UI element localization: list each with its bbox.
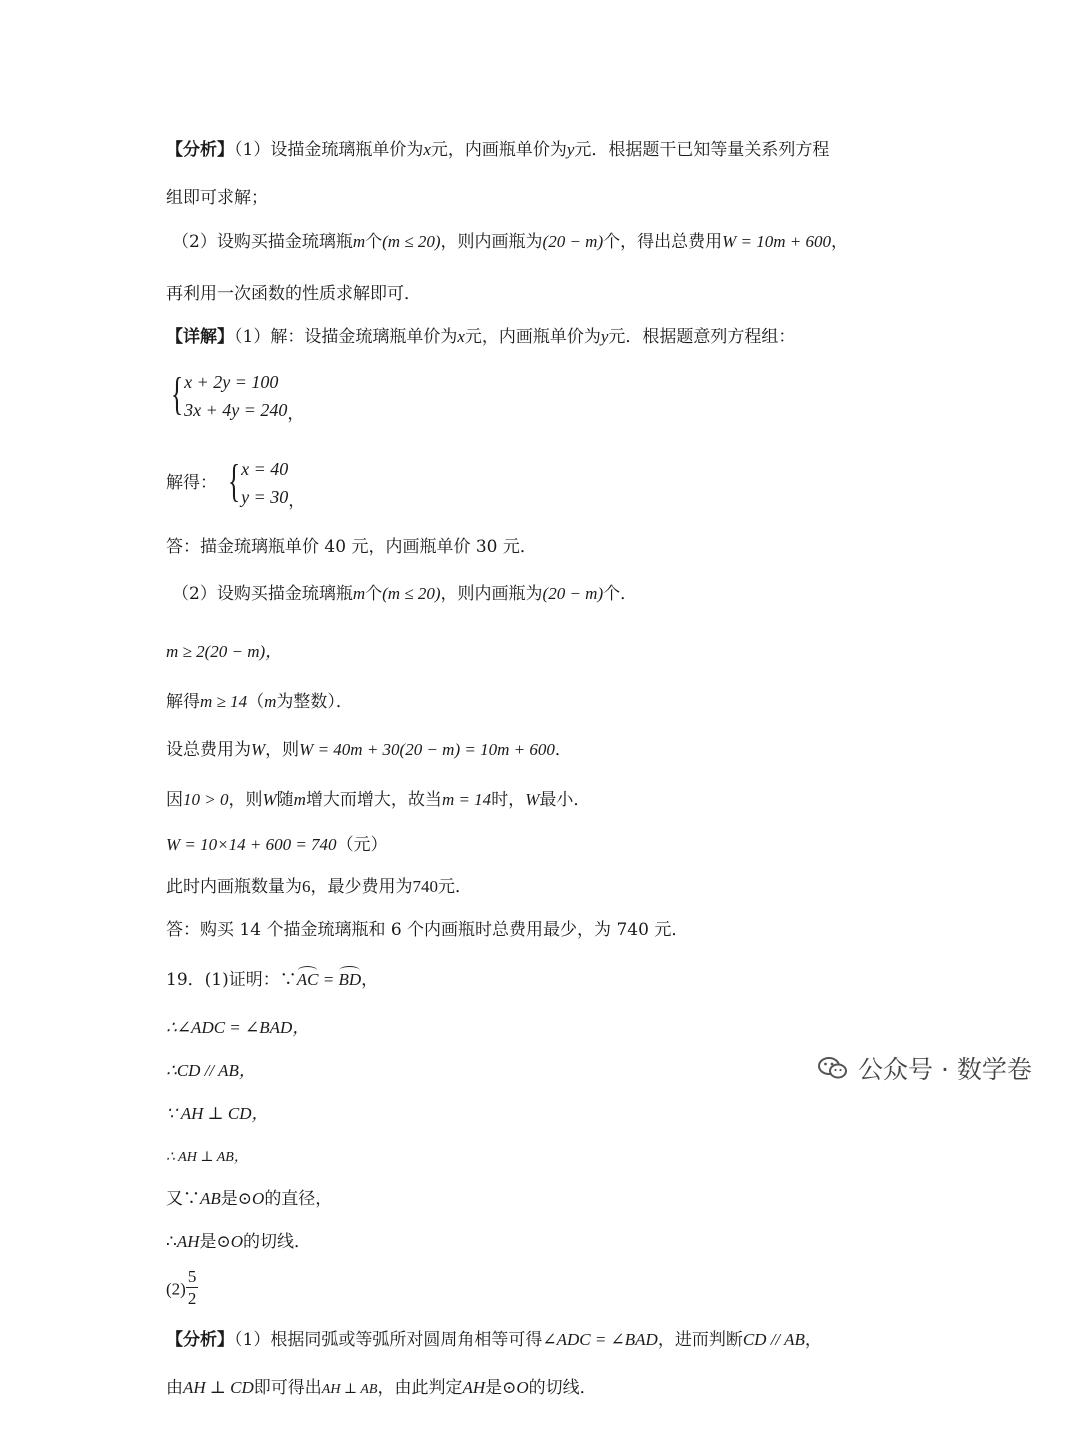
text: 个 [365, 584, 383, 604]
text: 即可得出 [253, 1378, 322, 1398]
fraction [186, 1268, 199, 1307]
text: 因 [166, 790, 183, 810]
text: 是 [485, 1378, 503, 1398]
inequality: 10 > 0 [183, 790, 229, 809]
text: ，最少费用为 [310, 877, 413, 897]
expression: (20 − m) [542, 584, 604, 603]
expression: (20 − m) [542, 232, 604, 251]
var-x: x [457, 327, 465, 346]
inequality: m ≥ 14 [200, 692, 248, 711]
segment-ah: AH [176, 1232, 200, 1251]
text: 元． [438, 877, 472, 897]
analysis-label: 【分析】 [166, 140, 234, 160]
text: 解得： [166, 472, 217, 493]
text: 的切线． [243, 1232, 312, 1252]
text: （2）设购买描金琉璃瓶 [172, 584, 353, 604]
text: (2) [166, 1279, 186, 1299]
detail-line-2 [172, 584, 637, 604]
watermark-text: 公众号 · 数学卷 [858, 1055, 1032, 1084]
arc-bd: BD [338, 970, 362, 989]
analysis-line-1 [166, 140, 829, 160]
q19-proof-line [166, 970, 378, 990]
text: ， [804, 1330, 822, 1350]
analysis-line-5 [166, 1330, 822, 1350]
text: ∴ [166, 1232, 177, 1252]
text: 是 [199, 1232, 217, 1252]
equation-row: y = 30 [241, 487, 289, 507]
equation-system-1 [166, 368, 304, 424]
cost-formula: W = 10m + 600 [722, 232, 832, 251]
text: （1）设描金琉璃瓶单价为 [234, 140, 424, 160]
proof-line-3: ∵ AH ⊥ CD， [166, 1104, 269, 1123]
text: 的切线． [528, 1378, 597, 1398]
analysis-label: 【分析】 [166, 1330, 234, 1350]
unit: （元） [336, 835, 388, 855]
text: 元．根据题干已知等量关系列方程 [574, 140, 830, 160]
summary-line [166, 877, 472, 897]
text: ，则 [228, 790, 263, 810]
brace-icon: { [170, 368, 184, 419]
var-m: m [352, 584, 366, 603]
arc-ac: AC [296, 970, 319, 989]
segment-ah: AH [462, 1378, 486, 1397]
text: ，则内画瓶为 [440, 584, 543, 604]
text: ， [287, 403, 305, 424]
text: 个． [603, 584, 638, 604]
equation-row: x + 2y = 100 [184, 372, 279, 392]
text: 随 [276, 790, 294, 810]
text: 增大而增大，故当 [305, 790, 442, 810]
text: 又∵ [166, 1189, 200, 1209]
denominator: 2 [187, 1289, 197, 1308]
answer-line-2: 答：购买 14 个描金琉璃瓶和 6 个内画瓶时总费用最少，为 740 元． [166, 920, 689, 940]
proof-line-4: ∴ AH ⊥ AB， [166, 1150, 248, 1165]
text: 由 [166, 1378, 183, 1398]
text: ， [288, 490, 306, 511]
text: 解得 [166, 692, 200, 712]
text: 元，内画瓶单价为 [464, 327, 601, 347]
text: （1）解：设描金琉璃瓶单价为 [234, 327, 458, 347]
proof-line-6 [166, 1232, 311, 1252]
number: 740 [412, 877, 438, 896]
watermark [818, 1050, 1032, 1086]
number: 6 [302, 877, 311, 896]
equation-row: x = 40 [241, 459, 289, 479]
monotonic-line [166, 790, 590, 810]
equals: = [318, 970, 339, 989]
solve-line [166, 692, 353, 712]
text: ，由此判定 [377, 1378, 463, 1398]
cost-equation: W = 40m + 30(20 − m) = 10m + 600 [299, 740, 555, 759]
text: ， [361, 970, 379, 990]
text: 元．根据题意列方程组： [608, 327, 796, 347]
text: 的直径， [264, 1189, 333, 1209]
segment-ab: AB [200, 1189, 221, 1208]
text: （1）根据同弧或等弧所对圆周角相等可得 [234, 1330, 543, 1350]
equation: m = 14 [441, 790, 492, 809]
text: ，进而判断 [657, 1330, 743, 1350]
min-cost-line [166, 835, 388, 855]
parallel: CD // AB [742, 1330, 805, 1349]
wechat-icon [818, 1056, 848, 1080]
var-m: m [264, 692, 277, 711]
proof-line-2: ∴CD // AB， [166, 1061, 256, 1080]
text: 19．(1)证明：∵ [166, 970, 297, 990]
text: ，则 [265, 740, 300, 760]
text: ，则内画瓶为 [440, 232, 543, 252]
var-x: x [423, 140, 431, 159]
text: ， [831, 232, 849, 252]
answer-line-1: 答：描金琉璃瓶单价 40 元，内画瓶单价 30 元． [166, 537, 537, 557]
proof-line-1: ∴∠ADC = ∠BAD， [166, 1018, 310, 1037]
text: 为整数）． [276, 692, 353, 712]
proof-line-5 [166, 1189, 332, 1209]
perpendicular: AH ⊥ AB [321, 1382, 378, 1397]
circle-o: ⊙O [237, 1189, 265, 1208]
circle-o: ⊙O [502, 1378, 529, 1397]
analysis-line-3 [172, 232, 848, 252]
text: 此时内画瓶数量为 [166, 877, 302, 897]
text: （ [247, 692, 265, 712]
text: ． [554, 740, 572, 760]
solution-system [166, 455, 305, 511]
part2-answer [166, 1267, 198, 1309]
detail-line-1 [166, 327, 795, 347]
text: 设总费用为 [166, 740, 251, 760]
analysis-line-4: 再利用一次函数的性质求解即可． [166, 284, 421, 304]
inequality-line: m ≥ 2(20 − m)， [166, 642, 283, 661]
text: 最小． [539, 790, 591, 810]
condition: (m ≤ 20) [382, 232, 441, 251]
cost-line [166, 740, 572, 760]
text: 是 [220, 1189, 238, 1209]
numerator: 5 [187, 1267, 197, 1286]
condition: (m ≤ 20) [382, 584, 441, 603]
equation-row: 3x + 4y = 240 [184, 400, 288, 420]
var-W: W [262, 790, 277, 809]
var-m: m [293, 790, 306, 809]
analysis-line-6 [166, 1378, 597, 1399]
text: 元，内画瓶单价为 [430, 140, 567, 160]
var-y: y [566, 140, 575, 159]
var-W: W [251, 740, 266, 759]
detail-label: 【详解】 [166, 327, 234, 347]
text: 时， [491, 790, 526, 810]
var-W: W [525, 790, 540, 809]
var-y: y [600, 327, 609, 346]
analysis-line-2: 组即可求解； [166, 188, 268, 208]
var-m: m [352, 232, 366, 251]
text: 个，得出总费用 [603, 232, 723, 252]
angle-equation: ∠ADC = ∠BAD [542, 1330, 658, 1349]
brace-icon: { [227, 455, 241, 506]
perpendicular: AH ⊥ CD [183, 1378, 254, 1397]
equation: W = 10×14 + 600 = 740 [166, 835, 337, 854]
text: 个 [365, 232, 383, 252]
circle-o: ⊙O [216, 1232, 244, 1251]
text: （2）设购买描金琉璃瓶 [172, 232, 353, 252]
